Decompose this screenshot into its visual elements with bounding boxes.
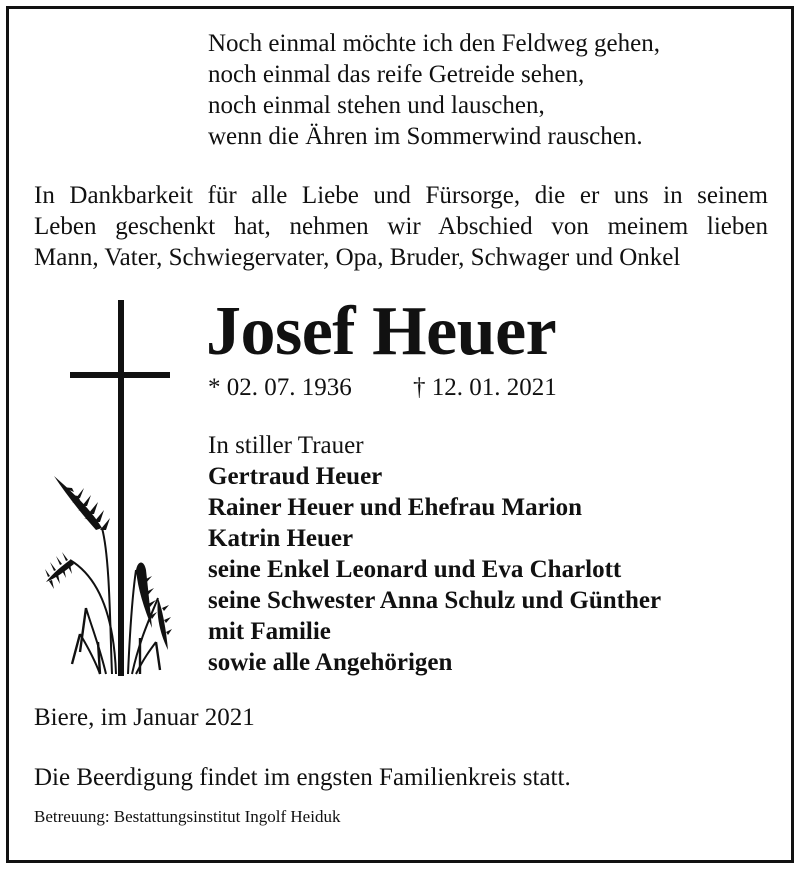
place-and-date: Biere, im Januar 2021 — [34, 704, 255, 731]
life-dates — [208, 372, 557, 403]
funeral-note: Die Beerdigung findet im engsten Familienkreis statt. — [34, 764, 571, 791]
mourner-line: Rainer Heuer und Ehefrau Marion — [208, 494, 583, 521]
mourner-line: sowie alle Angehörigen — [208, 649, 453, 676]
mourner-line: seine Enkel Leonard und Eva Charlott — [208, 556, 622, 583]
intro-text — [34, 180, 768, 273]
poem — [208, 28, 660, 152]
birth-date: * 02. 07. 1936 — [208, 374, 352, 401]
mourners-heading: In stiller Trauer — [208, 432, 364, 459]
mourner-line: mit Familie — [208, 618, 331, 645]
poem-line: wenn die Ähren im Sommerwind rauschen. — [208, 123, 643, 150]
mourner-line: seine Schwester Anna Schulz und Günther — [208, 587, 662, 614]
death-date: † 12. 01. 2021 — [413, 374, 557, 401]
cross-with-wheat-icon — [40, 298, 180, 678]
intro-line: Mann, Vater, Schwiegervater, Opa, Bruder, Schwager und Onkel — [34, 244, 681, 271]
intro-line: Leben geschenkt hat, nehmen wir Abschied von meinem lieben — [34, 213, 768, 240]
funeral-home-credit: Betreuung: Bestattungsinstitut Ingolf Heiduk — [34, 807, 341, 826]
deceased-name: Josef Heuer — [206, 293, 557, 370]
mourner-line: Gertraud Heuer — [208, 463, 383, 490]
poem-line: noch einmal das reife Getreide sehen, — [208, 61, 585, 88]
mourners-list — [208, 430, 661, 678]
mourner-line: Katrin Heuer — [208, 525, 354, 552]
poem-line: Noch einmal möchte ich den Feldweg gehen, — [208, 30, 660, 57]
intro-line: In Dankbarkeit für alle Liebe und Fürsorge, die er uns in seinem — [34, 182, 768, 209]
poem-line: noch einmal stehen und lauschen, — [208, 92, 545, 119]
